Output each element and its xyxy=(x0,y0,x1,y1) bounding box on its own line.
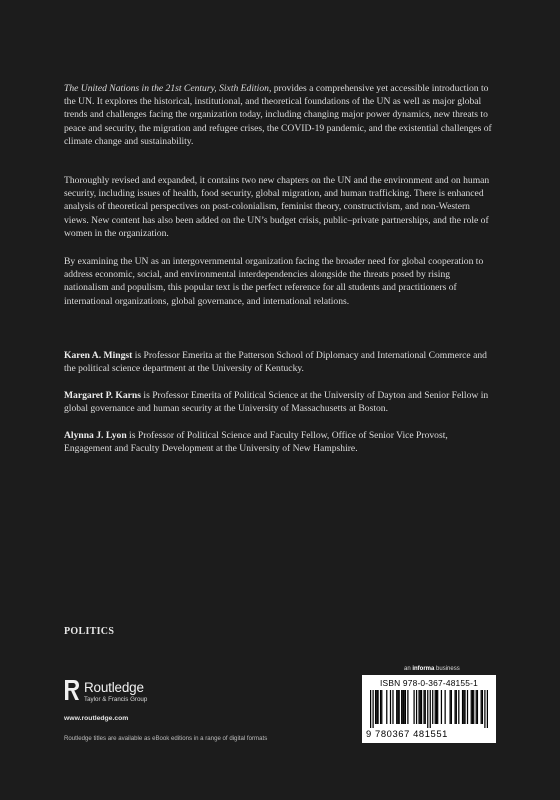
barcode-bar xyxy=(427,690,428,728)
description-paragraph-1-text: , provides a comprehensive yet accessible introduction to the UN. It explores the historical, institutional, and theoretical foundations of the UN as well as major global trends and challenges facing the organization today, including changing major power dynamics, new threats to peace and security, the migration and refugee crises, the COVID-19 pandemic, and the existential challenges of climate change and sustainability. xyxy=(64,83,492,147)
barcode-bar xyxy=(441,690,442,724)
barcode-bar xyxy=(399,690,400,724)
barcode-bar xyxy=(451,690,452,724)
subject-category: POLITICS xyxy=(64,626,115,637)
barcode-bar xyxy=(376,690,377,724)
barcode-bar xyxy=(449,690,450,724)
barcode-bar xyxy=(413,690,414,724)
barcode-bar xyxy=(487,690,488,728)
barcode-bar xyxy=(397,690,398,724)
barcode-bar xyxy=(436,690,437,724)
publisher-url: www.routledge.com xyxy=(64,715,129,722)
barcode-bars xyxy=(370,690,488,728)
author-bio-2 xyxy=(64,389,496,415)
barcode-bar xyxy=(390,690,391,724)
description-paragraph-1 xyxy=(64,82,496,148)
barcode-bar xyxy=(437,690,438,724)
barcode-bar xyxy=(454,690,455,724)
informa-business-label xyxy=(404,666,460,672)
routledge-r-icon xyxy=(64,679,80,701)
barcode-bar xyxy=(421,690,422,724)
barcode-bar xyxy=(370,690,371,728)
author-name: Margaret P. Karns xyxy=(64,390,142,401)
barcode-bar xyxy=(432,690,433,724)
barcode-bar xyxy=(405,690,406,724)
description-paragraph-3: By examining the UN as an intergovernmental organization facing the broader need for global cooperation to address economic, social, and environmental interdependencies alongside the threats posed by rising nationalism and populism, this popular text is the perfect reference for all students and practitioners of international organizations, global governance, and international relations. xyxy=(64,256,484,307)
book-title: The United Nations in the 21st Century, Sixth Edition xyxy=(64,83,269,94)
barcode-bar xyxy=(380,690,381,724)
author-bio-1 xyxy=(64,349,496,375)
barcode-bar xyxy=(482,690,483,724)
isbn-barcode xyxy=(362,675,496,743)
publisher-group: Taylor & Francis Group xyxy=(84,696,148,703)
barcode-bar xyxy=(481,690,482,724)
barcode-bar xyxy=(377,690,378,724)
ebook-note: Routledge titles are available as eBook editions in a range of digital formats xyxy=(64,735,268,742)
description-paragraph-2: Thoroughly revised and expanded, it contains two new chapters on the UN and the environment and on human security, including issues of health, food security, global migration, and human trafficking. There is enhanced analysis of theoretical perspectives on post-colonialism, feminist theory, constructivism, and non-Western views. New content has also been added on the UN’s budget crisis, public–private partnerships, and the role of women in the organization. xyxy=(64,175,490,239)
barcode-bar xyxy=(456,690,457,724)
barcode-bar xyxy=(464,690,465,724)
barcode-bar xyxy=(401,690,402,724)
author-bio-text: is Professor of Political Science and Faculty Fellow, Office of Senior Vice Provost, Engagement and Faculty Development at the University of New Hampshire. xyxy=(64,430,448,455)
barcode-bar xyxy=(435,690,436,724)
barcode-bar xyxy=(392,690,393,724)
publisher-name: Routledge xyxy=(84,680,144,695)
author-name: Karen A. Mingst xyxy=(64,350,133,361)
barcode-bar xyxy=(463,690,464,724)
barcode-bar xyxy=(423,690,424,724)
isbn-label: ISBN 978-0-367-48155-1 xyxy=(380,678,478,688)
barcode-bar xyxy=(484,690,485,728)
barcode-bar xyxy=(381,690,382,724)
barcode-bar xyxy=(476,690,477,724)
barcode-bar xyxy=(425,690,426,724)
barcode-bar xyxy=(407,690,408,724)
barcode-bar xyxy=(402,690,403,724)
informa-prefix: an xyxy=(404,666,413,672)
barcode-bar xyxy=(430,690,431,728)
barcode-bar xyxy=(472,690,473,724)
barcode-bar xyxy=(372,690,373,728)
barcode-bar xyxy=(458,690,459,724)
barcode-digits: 9 780367 481551 xyxy=(366,728,448,739)
barcode-bar xyxy=(445,690,446,724)
author-bio-3 xyxy=(64,429,496,455)
barcode-bar xyxy=(420,690,421,724)
barcode-bar xyxy=(386,690,387,724)
barcode-bar xyxy=(462,690,463,724)
barcode-bar xyxy=(473,690,474,724)
barcode-bar xyxy=(477,690,478,724)
barcode-bar xyxy=(396,690,397,724)
author-bio-text: is Professor Emerita at the Patterson School of Diplomacy and International Commerce and the political science department at the University of Kentucky. xyxy=(64,350,487,375)
barcode-bar xyxy=(416,690,417,724)
barcode-bar xyxy=(467,690,468,724)
informa-suffix: business xyxy=(434,666,460,672)
author-name: Alynna J. Lyon xyxy=(64,430,127,441)
barcode-bar xyxy=(471,690,472,724)
barcode-bar xyxy=(375,690,376,724)
informa-brand: informa xyxy=(412,666,435,672)
author-bio-text: is Professor Emerita of Political Science at the University of Dayton and Senior Fellow in global governance and human security at the University of Massachusetts at Boston. xyxy=(64,390,489,415)
barcode-bar xyxy=(418,690,419,724)
barcode-bar xyxy=(404,690,405,724)
